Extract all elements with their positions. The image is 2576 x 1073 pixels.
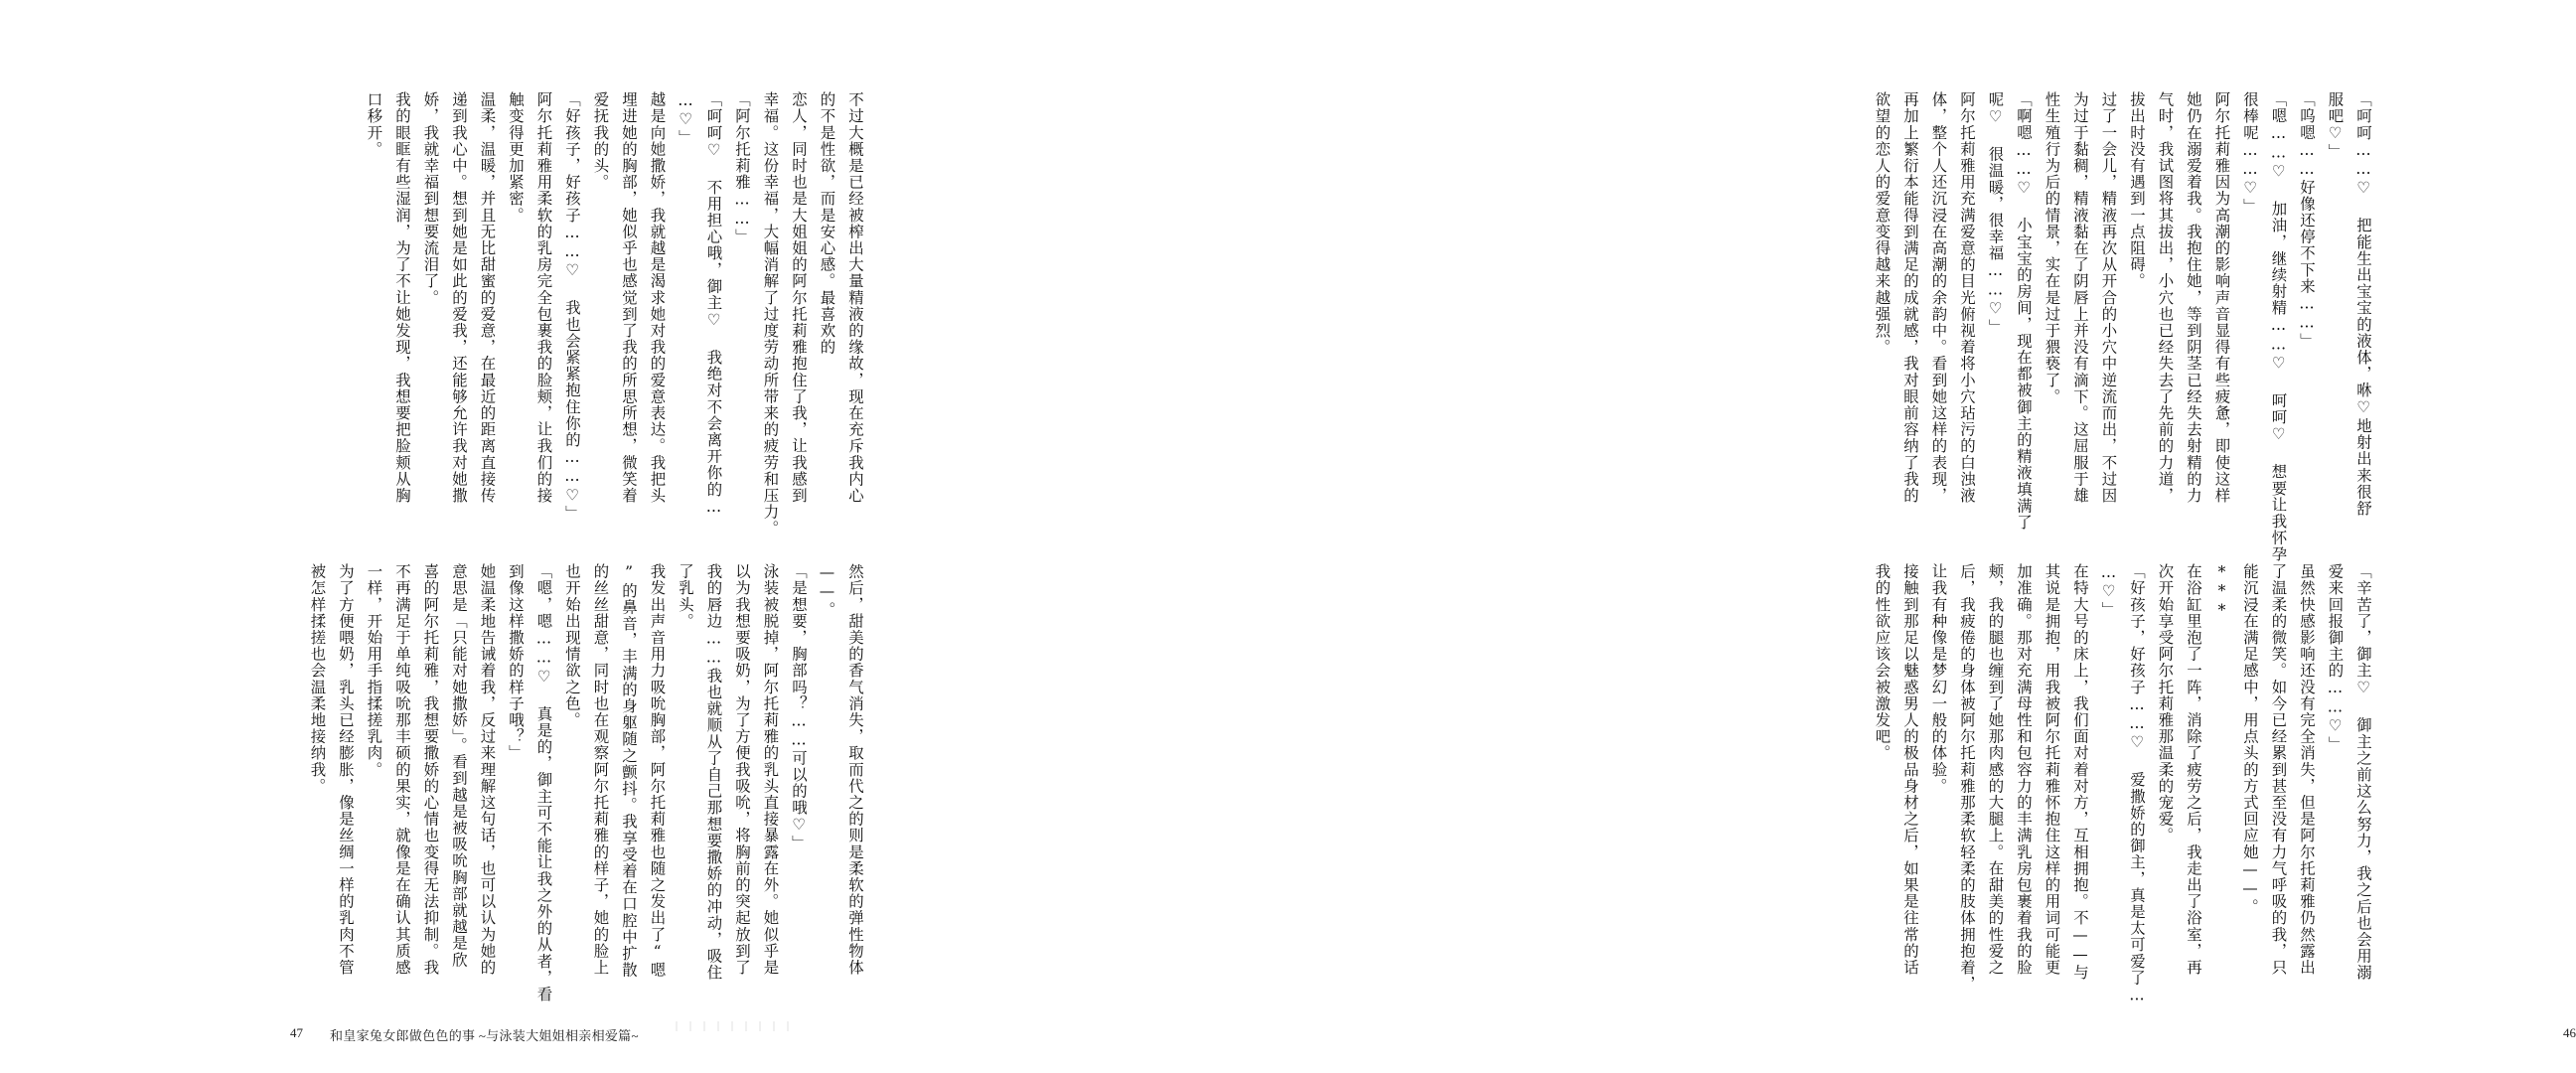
text-line: 温柔，温暖，并且无比甜蜜的爱意，在最近的距离直接传	[478, 91, 497, 504]
text-line: 越是向她撒娇，我就越是渴求她对我的爱意表达。我把头	[648, 91, 667, 504]
text-line: 为过于黏稠，精液黏在了阴唇上并没有滴下。这屈服于雄	[2071, 91, 2089, 504]
text-line: 到像这样撒娇的样子哦？」	[507, 563, 525, 762]
text-line: 阿尔托莉雅因为高潮的影响声音显得有些疲惫，即使这样	[2212, 91, 2231, 504]
text-line: 她温柔地告诫着我，反过来理解这句话，也可以认为她的	[478, 563, 497, 976]
text-line: 我的眼眶有些湿润，为了不让她发现，我想要把脸颊从胸	[393, 91, 411, 504]
text-line: 我的唇边……我也就顺从了自己那想要撒娇的冲动，吸住	[704, 563, 723, 982]
text-line: ——。	[818, 563, 836, 618]
text-line: 爱来回报御主的……♡」	[2326, 563, 2345, 753]
text-line: …♡」	[2099, 563, 2118, 618]
text-line: 在浴缸里泡了一阵，消除了疲劳之后，我走出了浴室，再	[2185, 563, 2202, 976]
text-line: 过了一会儿，精液再次从开合的小穴中逆流而出，不过因	[2099, 91, 2118, 504]
text-line: 「好孩子，好孩子……♡ 我也会紧紧抱住你的……♡」	[563, 91, 581, 523]
text-line: 了温柔的微笑。如今已经累到甚至没有力气呼吸的我，只	[2269, 563, 2288, 976]
text-line: 不再满足于单纯吸吮那丰硕的果实，就像是在确认其质感	[393, 563, 411, 976]
text-line: 虽然快感影响还没有完全消失，但是阿尔托莉雅仍然露出	[2298, 563, 2316, 976]
running-title: 和皇家兔女郎做色色的事 ~与泳装大姐姐相亲相爱篇~	[330, 1028, 639, 1043]
text-line: 气时，我试图将其拔出，小穴也已经失去了先前的力道，	[2156, 91, 2175, 504]
text-line: 加准确。那对充满母性和包容力的丰满乳房包裹着我的脸	[2015, 563, 2033, 976]
right-page-top-text-block	[1873, 91, 2377, 563]
text-line: 了乳头。	[677, 563, 694, 630]
text-line: 「呵呵……♡ 把能生出宝宝的液体，咻♡地射出来很舒	[2354, 91, 2372, 517]
text-line: 然后，甜美的香气消失，取而代之的则是柔软的弹性物体	[846, 563, 864, 976]
text-line: 「啊嗯……♡ 小宝宝的房间，现在都被御主的精液填满了	[2015, 91, 2033, 531]
text-line: 泳装被脱掉，阿尔托莉雅的乳头直接暴露在外。她似乎是	[761, 563, 780, 976]
text-line: 恋人，同时也是大姐姐的阿尔托莉雅抱住了我，让我感到	[790, 91, 808, 504]
text-line: 其说是拥抱，用我被阿尔托莉雅怀抱住这样的用词可能更	[2043, 563, 2061, 976]
text-line: 欲望的恋人的爱意变得越来越强烈。	[1873, 91, 1892, 356]
text-line: 呢♡ 很温暖，很幸福……♡」	[1986, 91, 2005, 336]
page-number-right: 46	[2563, 1025, 2576, 1040]
left-page	[0, 0, 954, 1073]
text-line: 娇，我就幸福到想要流泪了。	[421, 91, 440, 306]
text-line: 「好孩子，好孩子……♡ 爱撒娇的御主，真是太可爱了…	[2128, 563, 2146, 1005]
text-line: 喜的阿尔托莉雅，我想要撒娇的心情也变得无法抑制。我	[421, 563, 440, 976]
left-page-top-text-block	[365, 91, 869, 537]
text-line: 后，我疲倦的身体被阿尔托莉雅那柔软轻柔的肢体拥抱着，	[1958, 563, 1976, 993]
text-line: 性生殖行为后的情景，实在是过于猥亵了。	[2043, 91, 2061, 405]
text-line: 为了方便喂奶，乳头已经膨胀，像是丝绸一样的乳肉不管	[337, 563, 355, 976]
left-page-bottom-text-block	[308, 563, 869, 1002]
text-line: 让我有种像是梦幻一般的体验。	[1929, 563, 1948, 795]
page-number-left: 47	[290, 1025, 303, 1040]
text-line: 「呜嗯……好像还停不下来……」	[2298, 91, 2316, 350]
text-line: 以为我想要吸奶，为了方便我吸吮，将胸前的突起放到了	[733, 563, 751, 976]
text-line: 「是想要，胸部吗？……可以的哦♡」	[790, 563, 808, 851]
print-smudge	[676, 1021, 795, 1031]
text-line: 不过大概是已经被榨出大量精液的缘故，现在充斥我内心	[846, 91, 864, 504]
text-line: 的不是性欲，而是安心感。最喜欢的	[818, 91, 836, 356]
text-line: 埋进她的胸部，她似乎也感觉到了我的所思所想，微笑着	[620, 91, 638, 504]
text-line: 「嗯……♡ 加油，继续射精……♡ 呵呵♡ 想要让我怀孕	[2269, 91, 2288, 563]
text-line: 递到我心中。想到她是如此的爱我，还能够允许我对她撒	[450, 91, 468, 504]
text-line: 体，整个人还沉浸在高潮的余韵中。看到她这样的表现，	[1929, 91, 1948, 504]
text-line: …♡」	[677, 91, 694, 146]
text-line: 我发出声音用力吸吮胸部，阿尔托莉雅也随之发出了“嗯	[648, 563, 667, 979]
text-line: 服吧♡」	[2326, 91, 2345, 160]
text-line: 「嗯，嗯……♡ 真是的，御主可不能让我之外的从者，看	[534, 563, 553, 1002]
text-line: 接触到那足以魅惑男人的极品身材之后，如果是往常的话	[1901, 563, 1919, 976]
text-line: 她仍在溺爱着我。我抱住她，等到阴茎已经失去射精的力	[2185, 91, 2202, 504]
text-line: 幸福。这份幸福，大幅消解了过度劳动所带来的疲劳和压力。	[761, 91, 780, 537]
text-line: 被怎样揉搓也会温柔地接纳我。	[308, 563, 327, 795]
text-line: 再加上繁衍本能得到满足的成就感，我对眼前容纳了我的	[1901, 91, 1919, 504]
text-line: 意思是「只能对她撒娇」。看到越是被吸吮胸部就越是欣	[450, 563, 468, 969]
text-line: 爱抚我的头。	[591, 91, 610, 191]
text-line: 颊，我的腿也缠到了她那肉感的大腿上。在甜美的性爱之	[1986, 563, 2005, 976]
text-line: 在特大号的床上，我们面对着对方，互相拥抱。不——与	[2071, 563, 2089, 982]
text-line: 能沉浸在满足感中，用点头的方式回应她——。	[2241, 563, 2259, 915]
text-line: 很棒呢……♡」	[2241, 91, 2259, 215]
text-line: 次开始享受阿尔托莉雅那温柔的宠爱。	[2156, 563, 2175, 844]
text-line: 触变得更加紧密。	[507, 91, 525, 224]
text-line: 也开始出现情欲之色。	[563, 563, 581, 728]
text-line: 「阿尔托莉雅……」	[733, 91, 751, 245]
text-line: 拔出时没有遇到一点阻碍。	[2128, 91, 2146, 290]
text-line: 我的性欲应该会被激发吧。	[1873, 563, 1892, 762]
text-line: 阿尔托莉雅用充满爱意的目光俯视着将小穴玷污的白浊液	[1958, 91, 1976, 504]
text-line: 「辛苦了，御主♡ 御主之前这么努力，我之后也会用溺	[2354, 563, 2372, 982]
text-line: ***	[2212, 563, 2231, 621]
text-line: 「呵呵♡ 不用担心哦，御主♡ 我绝对不会离开你的…	[704, 91, 723, 517]
text-line: 阿尔托莉雅用柔软的乳房完全包裹我的脸颊，让我们的接	[534, 91, 553, 504]
text-line: ”的鼻音，丰满的身躯随之颤抖。我享受着在口腔中扩散	[620, 563, 638, 979]
right-page-bottom-text-block	[1873, 563, 2377, 1005]
text-line: 口移开。	[365, 91, 383, 158]
right-page	[954, 0, 2576, 1073]
text-line: 一样，开始用手指揉搓乳肉。	[365, 563, 383, 778]
text-line: 的丝丝甜意，同时也在观察阿尔托莉雅的样子，她的脸上	[591, 563, 610, 976]
